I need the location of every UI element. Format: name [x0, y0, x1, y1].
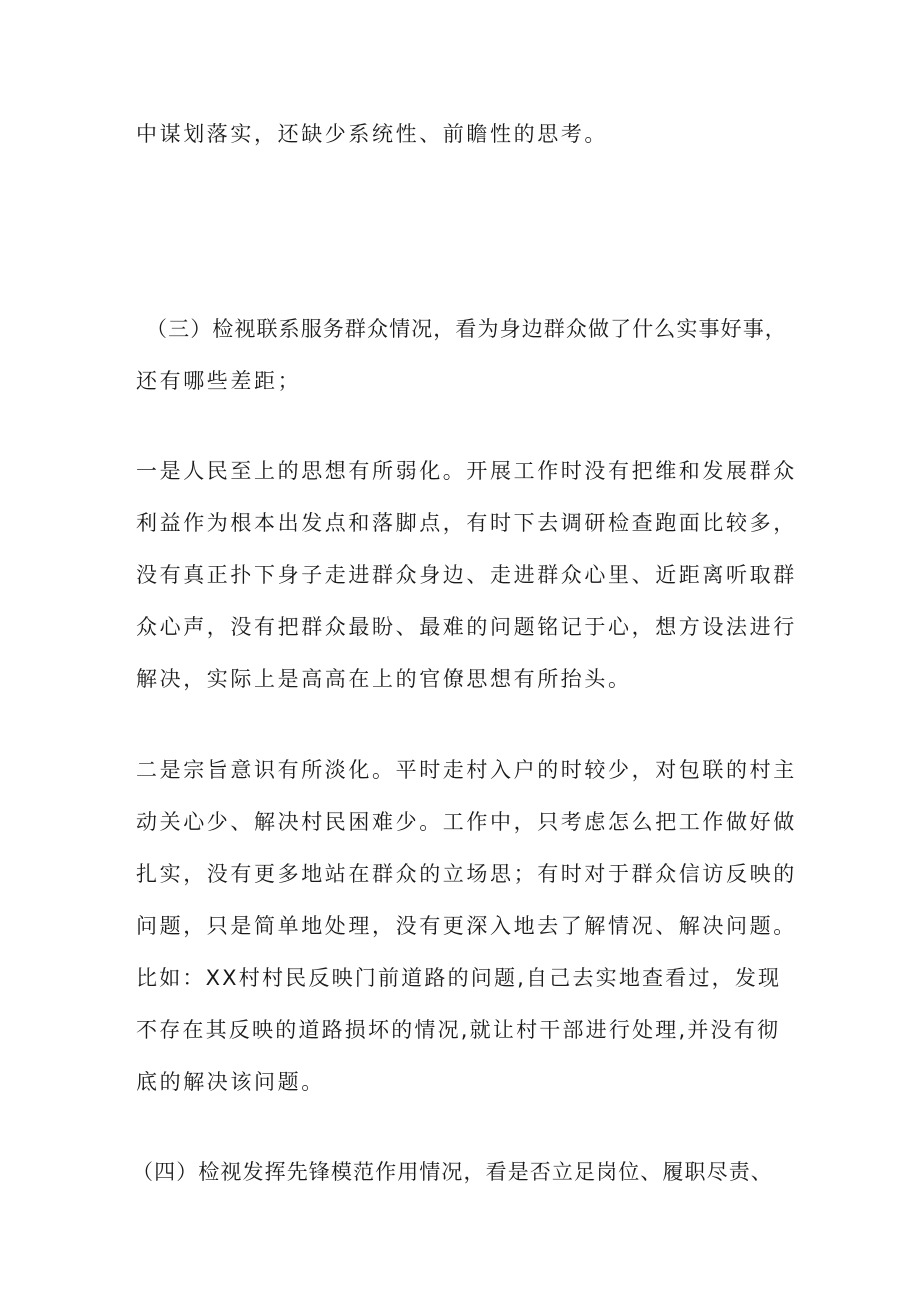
paragraph-line: 众心声，没有把群众最盼、最难的问题铭记于心，想方设法进行: [136, 615, 797, 639]
paragraph-line: 中谋划落实，还缺少系统性、前瞻性的思考。: [136, 122, 608, 146]
paragraph-line: 解决，实际上是高高在上的官僚思想有所抬头。: [136, 667, 632, 691]
paragraph-line: 动关心少、解决村民困难少。工作中，只考虑怎么把工作做好做: [136, 810, 797, 834]
paragraph-line: 底的解决该问题。: [136, 1070, 325, 1094]
paragraph-line: 不存在其反映的道路损坏的情况,就让村干部进行处理,并没有彻: [136, 1018, 781, 1042]
section-heading-line: 还有哪些差距；: [136, 369, 302, 393]
section-heading-line: （三）检视联系服务群众情况，看为身边群众做了什么实事好事，: [146, 317, 787, 341]
paragraph-line: 利益作为根本出发点和落脚点，有时下去调研检查跑面比较多，: [136, 511, 797, 535]
paragraph-line: 没有真正扑下身子走进群众身边、走进群众心里、近距离听取群: [136, 563, 797, 587]
paragraph-line: 扎实，没有更多地站在群众的立场思；有时对于群众信访反映的: [136, 862, 797, 886]
paragraph-line: 问题，只是简单地处理，没有更深入地去了解情况、解决问题。: [136, 914, 797, 938]
paragraph-line: 二是宗旨意识有所淡化。平时走村入户的时较少，对包联的村主: [136, 758, 797, 782]
paragraph-line: 一是人民至上的思想有所弱化。开展工作时没有把维和发展群众: [136, 459, 797, 483]
paragraph-line: 比如：XX村村民反映门前道路的问题,自己去实地查看过，发现: [136, 966, 782, 990]
section-heading-line: （四）检视发挥先锋模范作用情况，看是否立足岗位、履职尽责、: [132, 1160, 773, 1184]
